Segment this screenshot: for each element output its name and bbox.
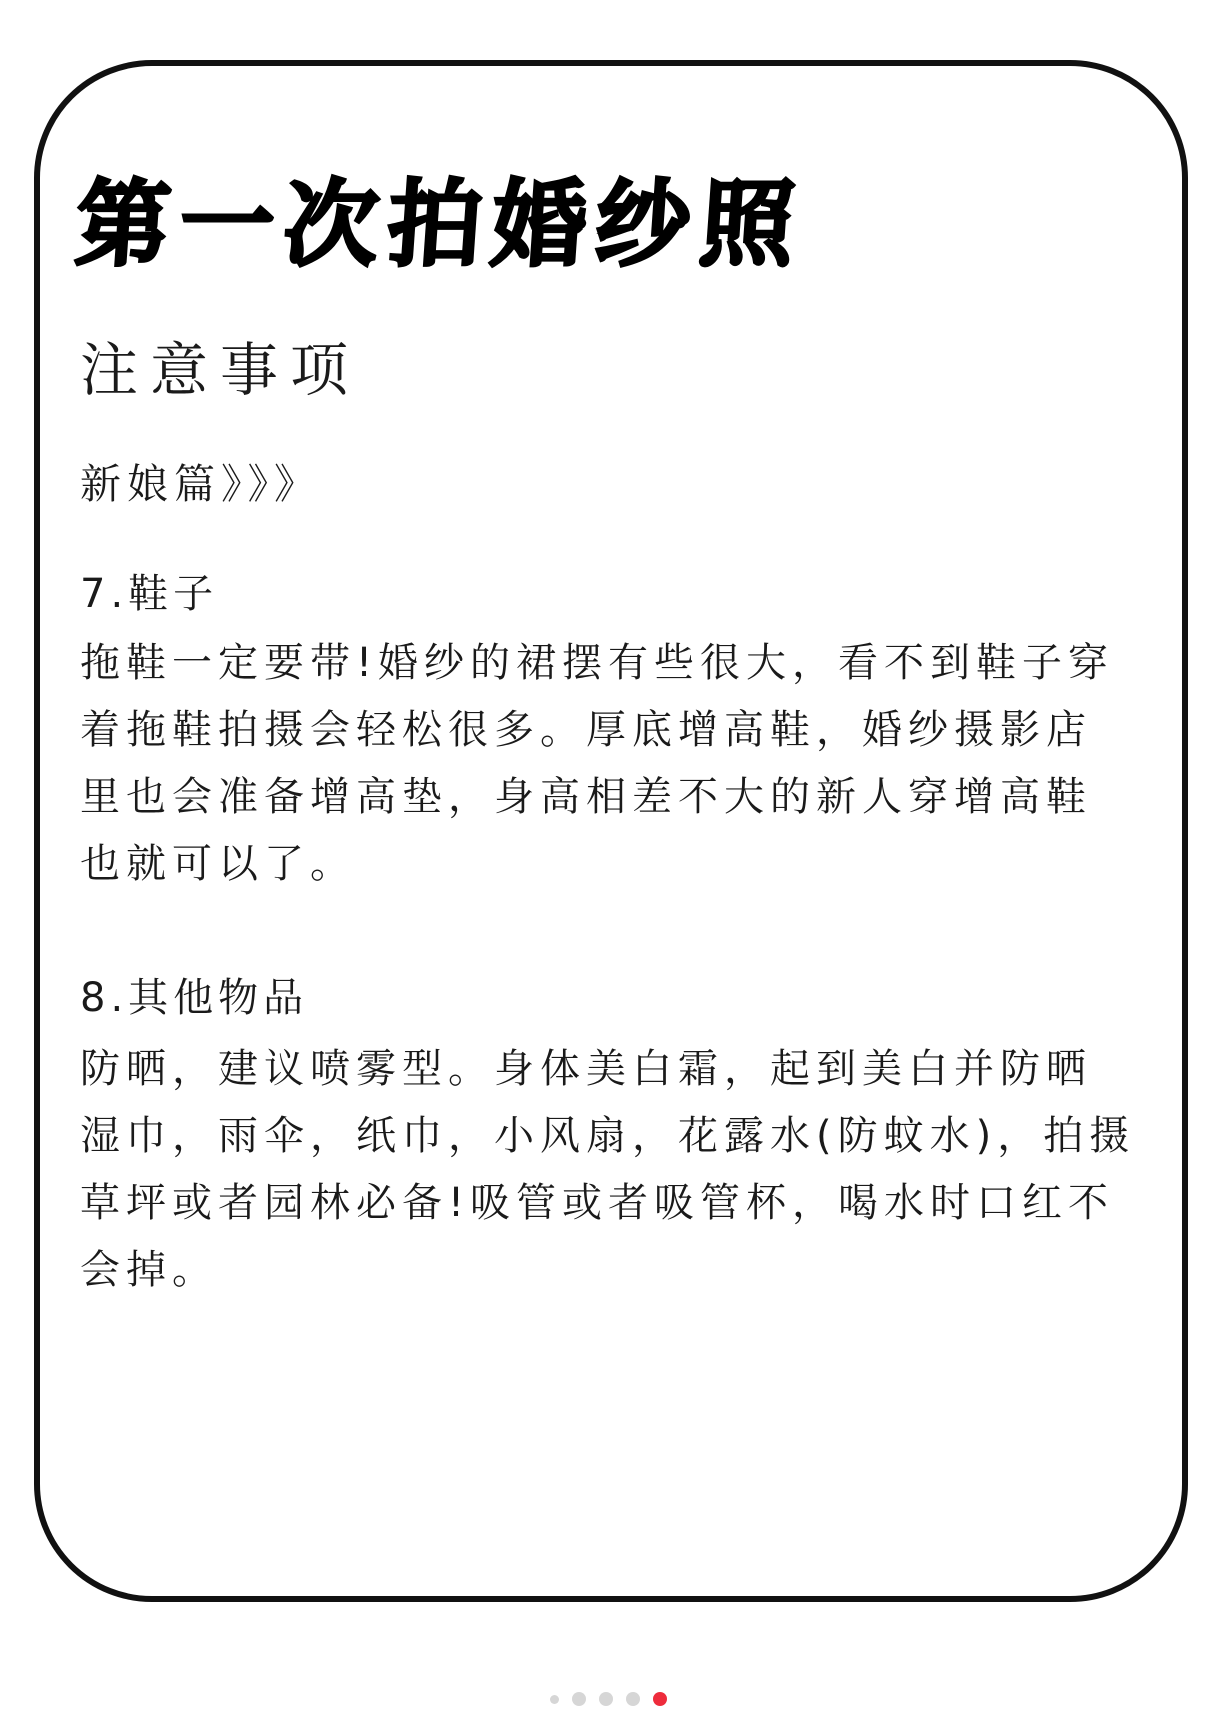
item-heading-other-items: 8.其他物品	[80, 975, 309, 1021]
page-dot-3[interactable]	[599, 1692, 613, 1706]
body-line: 着拖鞋拍摄会轻松很多。厚底增高鞋，婚纱摄影店	[80, 707, 1092, 753]
item-body-shoes	[80, 630, 1160, 898]
page-subtitle: 注意事项	[80, 336, 361, 404]
body-line: 里也会准备增高垫，身高相差不大的新人穿增高鞋	[80, 774, 1092, 820]
body-line: 会掉。	[80, 1247, 218, 1293]
item-body-other-items	[80, 1036, 1160, 1304]
body-line: 湿巾，雨伞，纸巾，小风扇，花露水(防蚊水)，拍摄	[80, 1113, 1136, 1159]
page-dot-2[interactable]	[572, 1692, 586, 1706]
body-line: 防晒，建议喷雾型。身体美白霜，起到美白并防晒	[80, 1046, 1092, 1092]
body-line: 也就可以了。	[80, 841, 356, 887]
page-dot-4[interactable]	[626, 1692, 640, 1706]
body-line: 拖鞋一定要带!婚纱的裙摆有些很大，看不到鞋子穿	[80, 640, 1115, 686]
item-heading-shoes: 7.鞋子	[80, 571, 219, 617]
body-line: 草坪或者园林必备!吸管或者吸管杯，喝水时口红不	[80, 1180, 1115, 1226]
page-title: 第一次拍婚纱照	[72, 171, 808, 280]
page-dot-1[interactable]	[550, 1695, 559, 1704]
page-dot-5-active[interactable]	[653, 1692, 667, 1706]
pagination-dots	[550, 1692, 667, 1706]
section-label: 新娘篇》》》	[80, 460, 321, 508]
